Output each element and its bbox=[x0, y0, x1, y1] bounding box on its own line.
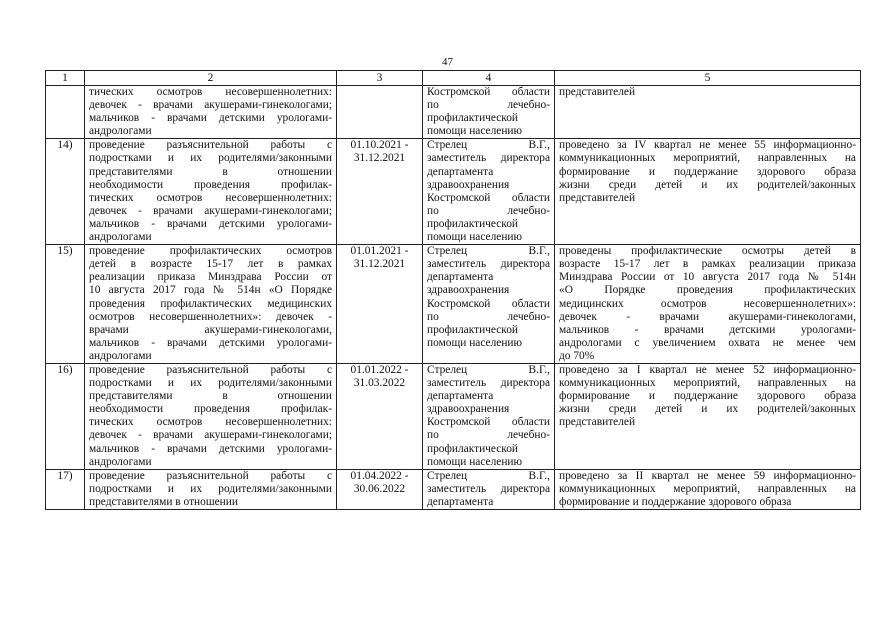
measure-description-line: мальчиков - врачами детскими урологами- bbox=[89, 336, 332, 349]
measure-description-line: андрологами bbox=[89, 231, 152, 244]
expected-result-line: коммуникационных мероприятий, направленных на bbox=[559, 152, 856, 165]
deadline bbox=[337, 139, 423, 245]
page-number: 47 bbox=[442, 56, 453, 68]
table-row bbox=[46, 86, 861, 139]
row-number bbox=[46, 86, 85, 139]
expected-result-line: формирование и поддержание здорового образа bbox=[559, 495, 792, 508]
responsible-person-line: департамента bbox=[427, 271, 494, 284]
measure-description-line: детей в возрасте 15-17 лет в рамках bbox=[89, 258, 332, 271]
deadline-line: 30.06.2022 bbox=[353, 482, 406, 495]
measure-description-line: проведение профилактических осмотров bbox=[89, 245, 332, 258]
measure-description bbox=[85, 363, 337, 469]
responsible-person-line: помощи населению bbox=[427, 125, 523, 138]
measure-description-line: тических осмотров несовершеннолетних: bbox=[89, 416, 332, 429]
header-col-3: 3 bbox=[337, 71, 423, 86]
responsible-person-line: помощи населению bbox=[427, 231, 523, 244]
expected-result bbox=[555, 139, 861, 245]
deadline bbox=[337, 86, 423, 139]
measure-description-line: девочек - врачами акушерами-гинекологами; bbox=[89, 99, 332, 112]
measure-description-line: тических осмотров несовершеннолетних: bbox=[89, 86, 332, 98]
measure-description-line: 10 августа 2017 года № 514н «О Порядке bbox=[89, 284, 332, 297]
measure-description-line: андрологами bbox=[89, 125, 152, 138]
expected-result-line: возрасте 15-17 лет в рамках реализации приказа bbox=[559, 258, 856, 271]
row-number-line: 16) bbox=[57, 363, 73, 376]
expected-result-line: «О Порядке проведения профилактических bbox=[559, 284, 856, 297]
responsible-person-line: заместитель директора bbox=[427, 377, 550, 390]
header-col-1: 1 bbox=[46, 71, 85, 86]
header-col-2: 2 bbox=[85, 71, 337, 86]
responsible-person bbox=[423, 86, 555, 139]
measure-description-line: проведение разъяснительной работы с bbox=[89, 469, 332, 482]
responsible-person-line: здравоохранения bbox=[427, 178, 510, 191]
expected-result-line: до 70% bbox=[559, 349, 595, 362]
responsible-person-line: профилактической bbox=[427, 217, 519, 230]
measure-description-line: мальчиков - врачами детскими урологами- bbox=[89, 112, 332, 125]
responsible-person bbox=[423, 469, 555, 509]
measure-description-line: необходимости проведения профилак- bbox=[89, 178, 332, 191]
responsible-person-line: профилактической bbox=[427, 442, 519, 455]
table-row bbox=[46, 245, 861, 364]
expected-result bbox=[555, 245, 861, 364]
expected-result-line: коммуникационных мероприятий, направленных на bbox=[559, 482, 856, 495]
measure-description-line: необходимости проведения профилак- bbox=[89, 403, 332, 416]
responsible-person-line: Костромской области bbox=[427, 297, 550, 310]
deadline bbox=[337, 469, 423, 509]
measure-description-line: девочек - врачами акушерами-гинекологами; bbox=[89, 204, 332, 217]
deadline-line: 01.10.2021 - bbox=[350, 139, 409, 152]
row-number bbox=[46, 139, 85, 245]
deadline-line: 01.01.2022 - bbox=[350, 363, 409, 376]
responsible-person-line: Стрелец В.Г., bbox=[427, 245, 550, 258]
expected-result-line: проведены профилактические осмотры детей в bbox=[559, 245, 856, 258]
row-number-line: 15) bbox=[57, 245, 73, 258]
expected-result-line: формирование и поддержание здорового образа bbox=[559, 390, 856, 403]
responsible-person-line: департамента bbox=[427, 495, 494, 508]
table-row bbox=[46, 469, 861, 509]
measure-description bbox=[85, 245, 337, 364]
row-number-line: 17) bbox=[57, 469, 73, 482]
measure-description-line: подростками и их родителями/законными bbox=[89, 482, 332, 495]
expected-result-line: представителей bbox=[559, 86, 636, 98]
measure-description-line: мальчиков - врачами детскими урологами- bbox=[89, 442, 332, 455]
responsible-person-line: по лечебно- bbox=[427, 429, 550, 442]
deadline-line: 31.12.2021 bbox=[353, 258, 406, 271]
measure-description-line: врачами акушерами-гинекологами, bbox=[89, 323, 332, 336]
responsible-person bbox=[423, 363, 555, 469]
header-row bbox=[46, 71, 861, 86]
responsible-person-line: помощи населению bbox=[427, 336, 523, 349]
expected-result-line: Минздрава России от 10 августа 2017 года № 514н bbox=[559, 271, 856, 284]
plan-table bbox=[45, 70, 861, 510]
expected-result-line: коммуникационных мероприятий, направленных на bbox=[559, 377, 856, 390]
responsible-person-line: заместитель директора bbox=[427, 482, 550, 495]
expected-result-line: мальчиков - врачами детскими урологами- bbox=[559, 323, 856, 336]
expected-result-line: проведено за II квартал не менее 59 информационно- bbox=[559, 469, 856, 482]
row-number bbox=[46, 469, 85, 509]
deadline-line: 31.12.2021 bbox=[353, 152, 406, 165]
row-number bbox=[46, 245, 85, 364]
expected-result bbox=[555, 86, 861, 139]
row-number bbox=[46, 363, 85, 469]
responsible-person-line: по лечебно- bbox=[427, 99, 550, 112]
measure-description-line: представителями в отношении bbox=[89, 495, 238, 508]
responsible-person-line: Стрелец В.Г., bbox=[427, 139, 550, 152]
responsible-person-line: Костромской области bbox=[427, 191, 550, 204]
responsible-person-line: профилактической bbox=[427, 112, 519, 125]
responsible-person bbox=[423, 139, 555, 245]
deadline-line: 01.04.2022 - bbox=[350, 469, 409, 482]
measure-description bbox=[85, 469, 337, 509]
measure-description-line: представителями в отношении bbox=[89, 390, 332, 403]
deadline bbox=[337, 363, 423, 469]
responsible-person-line: профилактической bbox=[427, 323, 519, 336]
expected-result-line: андрологами с увеличением охвата не менее чем bbox=[559, 336, 856, 349]
measure-description-line: подростками и их родителями/законными bbox=[89, 152, 332, 165]
table-row bbox=[46, 139, 861, 245]
expected-result-line: жизни среди детей и их родителей/законных bbox=[559, 178, 856, 191]
expected-result-line: девочек - врачами акушерами-гинекологами, bbox=[559, 310, 856, 323]
expected-result-line: медицинских осмотров несовершеннолетних»: bbox=[559, 297, 856, 310]
header-col-5: 5 bbox=[555, 71, 861, 86]
measure-description bbox=[85, 139, 337, 245]
responsible-person-line: Стрелец В.Г., bbox=[427, 469, 550, 482]
deadline-line: 31.03.2022 bbox=[353, 377, 406, 390]
row-number-line: 14) bbox=[57, 139, 73, 152]
measure-description-line: реализации приказа Минздрава России от bbox=[89, 271, 332, 284]
responsible-person bbox=[423, 245, 555, 364]
expected-result-line: представителей bbox=[559, 191, 636, 204]
responsible-person-line: помощи населению bbox=[427, 455, 523, 468]
responsible-person-line: Костромской области bbox=[427, 416, 550, 429]
responsible-person-line: по лечебно- bbox=[427, 204, 550, 217]
measure-description-line: девочек - врачами акушерами-гинекологами; bbox=[89, 429, 332, 442]
measure-description-line: представителями в отношении bbox=[89, 165, 332, 178]
measure-description-line: андрологами bbox=[89, 349, 152, 362]
responsible-person-line: департамента bbox=[427, 390, 494, 403]
expected-result bbox=[555, 469, 861, 509]
expected-result-line: проведено за I квартал не менее 52 информационно- bbox=[559, 363, 856, 376]
measure-description-line: проведение разъяснительной работы с bbox=[89, 139, 332, 152]
expected-result-line: формирование и поддержание здорового образа bbox=[559, 165, 856, 178]
responsible-person-line: здравоохранения bbox=[427, 403, 510, 416]
responsible-person-line: по лечебно- bbox=[427, 310, 550, 323]
measure-description-line: андрологами bbox=[89, 455, 152, 468]
responsible-person-line: Стрелец В.Г., bbox=[427, 363, 550, 376]
measure-description-line: подростками и их родителями/законными bbox=[89, 377, 332, 390]
measure-description-line: мальчиков - врачами детскими урологами- bbox=[89, 217, 332, 230]
measure-description-line: тических осмотров несовершеннолетних: bbox=[89, 191, 332, 204]
responsible-person-line: заместитель директора bbox=[427, 258, 550, 271]
responsible-person-line: здравоохранения bbox=[427, 284, 510, 297]
measure-description bbox=[85, 86, 337, 139]
measure-description-line: осмотров несовершеннолетних»: девочек - bbox=[89, 310, 332, 323]
measure-description-line: проведения профилактических медицинских bbox=[89, 297, 332, 310]
table-row bbox=[46, 363, 861, 469]
expected-result bbox=[555, 363, 861, 469]
header-col-4: 4 bbox=[423, 71, 555, 86]
measure-description-line: проведение разъяснительной работы с bbox=[89, 363, 332, 376]
expected-result-line: проведено за IV квартал не менее 55 информационно- bbox=[559, 139, 856, 152]
responsible-person-line: Костромской области bbox=[427, 86, 550, 98]
responsible-person-line: департамента bbox=[427, 165, 494, 178]
expected-result-line: представителей bbox=[559, 416, 636, 429]
responsible-person-line: заместитель директора bbox=[427, 152, 550, 165]
expected-result-line: жизни среди детей и их родителей/законных bbox=[559, 403, 856, 416]
deadline bbox=[337, 245, 423, 364]
deadline-line: 01.01.2021 - bbox=[350, 245, 409, 258]
